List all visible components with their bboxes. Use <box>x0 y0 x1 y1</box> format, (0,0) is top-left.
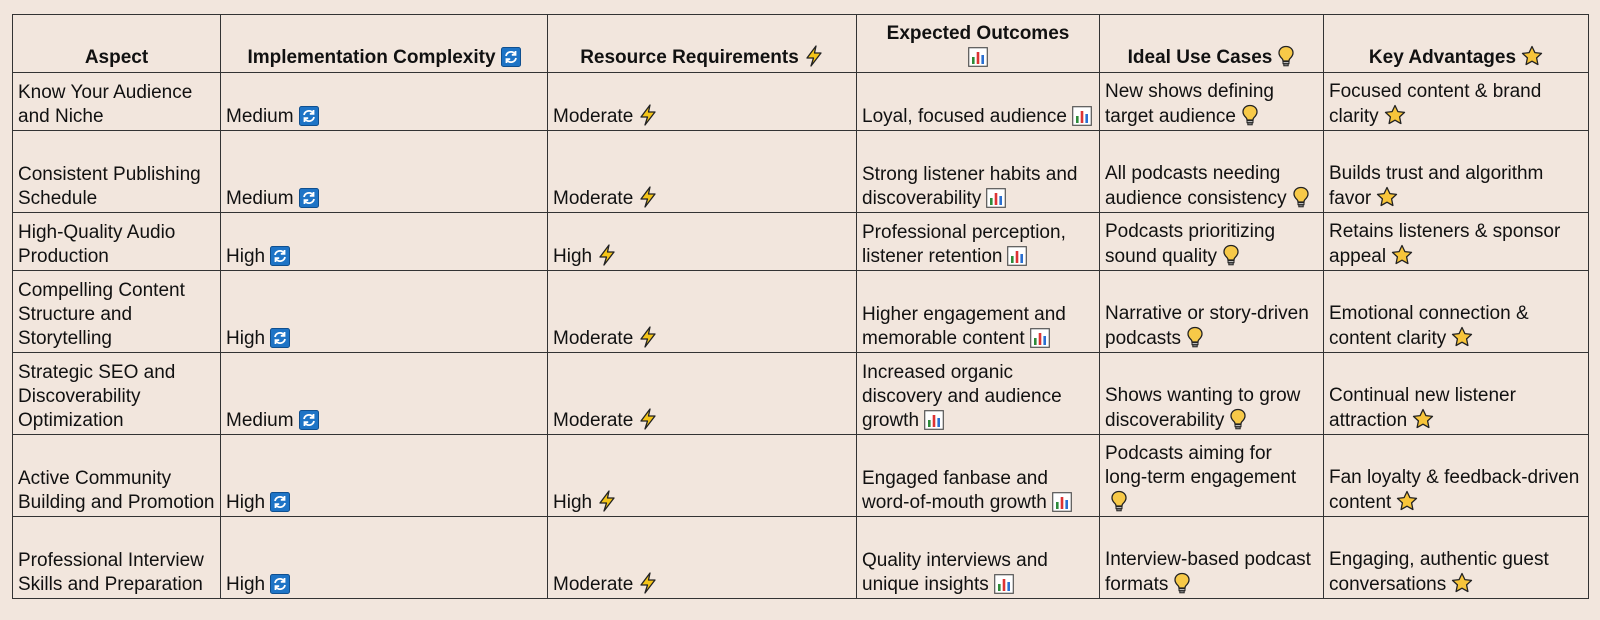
refresh-icon <box>270 492 290 512</box>
star-icon <box>1521 45 1543 67</box>
refresh-icon <box>501 47 521 67</box>
cell-advantages-text: Fan loyalty & feedback-driven content <box>1329 467 1580 513</box>
refresh-icon <box>299 188 319 208</box>
cell-aspect-text: High-Quality Audio Production <box>18 222 176 267</box>
table-row <box>13 435 1589 517</box>
lightbulb-icon <box>1110 490 1128 512</box>
cell-resources <box>548 271 857 353</box>
cell-use-cases-text: Interview-based podcast formats <box>1105 549 1311 595</box>
cell-aspect <box>13 213 221 271</box>
lightbulb-icon <box>1229 408 1247 430</box>
cell-resources-text: Moderate <box>553 188 634 209</box>
cell-use-cases-text: Shows wanting to grow discoverability <box>1105 385 1301 431</box>
cell-use-cases <box>1100 517 1324 599</box>
cell-aspect-text: Know Your Audience and Niche <box>18 82 193 127</box>
table-row <box>13 271 1589 353</box>
star-icon <box>1412 408 1434 430</box>
cell-resources <box>548 73 857 131</box>
cell-resources <box>548 517 857 599</box>
cell-resources-text: High <box>553 246 593 267</box>
lightning-icon <box>597 490 617 512</box>
lightbulb-icon <box>1277 45 1295 67</box>
cell-advantages-text: Focused content & brand clarity <box>1329 81 1542 127</box>
lightning-icon <box>638 408 658 430</box>
star-icon <box>1391 244 1413 266</box>
cell-outcomes <box>857 271 1100 353</box>
cell-outcomes <box>857 73 1100 131</box>
cell-complexity <box>221 353 548 435</box>
cell-aspect-text: Compelling Content Structure and Storytelling <box>18 280 185 349</box>
table-row <box>13 131 1589 213</box>
header-aspect: Aspect <box>13 15 221 73</box>
table-row <box>13 73 1589 131</box>
lightning-icon <box>638 326 658 348</box>
cell-outcomes <box>857 517 1100 599</box>
cell-use-cases <box>1100 131 1324 213</box>
cell-aspect-text: Strategic SEO and Discoverability Optimization <box>18 362 176 431</box>
cell-complexity-text: High <box>226 246 266 267</box>
table-row <box>13 213 1589 271</box>
cell-use-cases-text: Podcasts aiming for long-term engagement <box>1105 443 1297 488</box>
cell-complexity <box>221 271 548 353</box>
cell-outcomes <box>857 131 1100 213</box>
bar-chart-icon <box>1072 106 1092 126</box>
cell-complexity-text: Medium <box>226 410 294 431</box>
bar-chart-icon <box>1007 246 1027 266</box>
star-icon <box>1376 186 1398 208</box>
cell-aspect-text: Active Community Building and Promotion <box>18 468 215 513</box>
cell-use-cases <box>1100 353 1324 435</box>
cell-advantages-text: Retains listeners & sponsor appeal <box>1329 221 1561 267</box>
cell-advantages-text: Continual new listener attraction <box>1329 385 1516 431</box>
lightning-icon <box>638 572 658 594</box>
cell-complexity <box>221 213 548 271</box>
cell-outcomes-text: Professional perception, listener retention <box>862 222 1066 267</box>
cell-resources <box>548 213 857 271</box>
cell-resources <box>548 353 857 435</box>
header-resources: Resource Requirements <box>548 15 857 73</box>
cell-outcomes-text: Increased organic discovery and audience growth <box>862 362 1062 431</box>
cell-complexity-text: High <box>226 492 266 513</box>
cell-outcomes-text: Engaged fanbase and word-of-mouth growth <box>862 468 1048 513</box>
star-icon <box>1384 104 1406 126</box>
cell-use-cases-text: New shows defining target audience <box>1105 81 1274 127</box>
bar-chart-icon <box>1030 328 1050 348</box>
bar-chart-icon <box>986 188 1006 208</box>
cell-resources <box>548 435 857 517</box>
cell-complexity-text: High <box>226 328 266 349</box>
cell-outcomes-text: Loyal, focused audience <box>862 106 1067 127</box>
lightbulb-icon <box>1292 186 1310 208</box>
cell-use-cases-text: Podcasts prioritizing sound quality <box>1105 221 1276 267</box>
bar-chart-icon <box>994 574 1014 594</box>
lightbulb-icon <box>1186 326 1204 348</box>
star-icon <box>1396 490 1418 512</box>
cell-use-cases <box>1100 73 1324 131</box>
lightning-icon <box>638 186 658 208</box>
cell-resources-text: Moderate <box>553 328 634 349</box>
bar-chart-icon <box>924 410 944 430</box>
bar-chart-icon <box>1052 492 1072 512</box>
cell-use-cases-text: Narrative or story-driven podcasts <box>1105 303 1309 349</box>
star-icon <box>1451 326 1473 348</box>
cell-advantages <box>1324 73 1589 131</box>
cell-complexity-text: Medium <box>226 106 294 127</box>
lightbulb-icon <box>1222 244 1240 266</box>
cell-use-cases <box>1100 213 1324 271</box>
cell-complexity <box>221 435 548 517</box>
refresh-icon <box>299 410 319 430</box>
cell-complexity-text: Medium <box>226 188 294 209</box>
header-complexity: Implementation Complexity <box>221 15 548 73</box>
header-row <box>13 15 1589 73</box>
cell-outcomes-text: Quality interviews and unique insights <box>862 550 1048 595</box>
cell-aspect-text: Consistent Publishing Schedule <box>18 164 201 209</box>
cell-use-cases <box>1100 271 1324 353</box>
cell-outcomes-text: Higher engagement and memorable content <box>862 304 1066 349</box>
refresh-icon <box>270 328 290 348</box>
cell-use-cases <box>1100 435 1324 517</box>
cell-resources-text: High <box>553 492 593 513</box>
refresh-icon <box>299 106 319 126</box>
header-use-cases: Ideal Use Cases <box>1100 15 1324 73</box>
cell-resources <box>548 131 857 213</box>
strategies-table <box>12 14 1589 599</box>
cell-outcomes <box>857 435 1100 517</box>
lightning-icon <box>804 45 824 67</box>
cell-aspect <box>13 73 221 131</box>
cell-outcomes <box>857 213 1100 271</box>
cell-resources-text: Moderate <box>553 106 634 127</box>
refresh-icon <box>270 574 290 594</box>
cell-advantages <box>1324 213 1589 271</box>
table-row <box>13 517 1589 599</box>
lightning-icon <box>597 244 617 266</box>
cell-resources-text: Moderate <box>553 574 634 595</box>
table-row <box>13 353 1589 435</box>
cell-aspect <box>13 517 221 599</box>
cell-outcomes <box>857 353 1100 435</box>
cell-advantages <box>1324 353 1589 435</box>
cell-outcomes-text: Strong listener habits and discoverability <box>862 164 1078 209</box>
cell-complexity <box>221 131 548 213</box>
cell-advantages <box>1324 131 1589 213</box>
cell-complexity <box>221 73 548 131</box>
cell-advantages <box>1324 435 1589 517</box>
cell-complexity-text: High <box>226 574 266 595</box>
refresh-icon <box>270 246 290 266</box>
cell-aspect-text: Professional Interview Skills and Preparation <box>18 550 204 595</box>
lightning-icon <box>638 104 658 126</box>
cell-aspect <box>13 435 221 517</box>
cell-advantages <box>1324 517 1589 599</box>
lightbulb-icon <box>1241 104 1259 126</box>
cell-advantages-text: Builds trust and algorithm favor <box>1329 163 1544 209</box>
cell-aspect <box>13 271 221 353</box>
header-outcomes: Expected Outcomes <box>857 15 1100 73</box>
lightbulb-icon <box>1173 572 1191 594</box>
cell-use-cases-text: All podcasts needing audience consistency <box>1105 163 1287 209</box>
cell-advantages-text: Emotional connection & content clarity <box>1329 303 1529 349</box>
cell-complexity <box>221 517 548 599</box>
cell-advantages-text: Engaging, authentic guest conversations <box>1329 549 1549 595</box>
cell-aspect <box>13 131 221 213</box>
bar-chart-icon <box>968 47 988 67</box>
cell-advantages <box>1324 271 1589 353</box>
cell-resources-text: Moderate <box>553 410 634 431</box>
header-advantages: Key Advantages <box>1324 15 1589 73</box>
cell-aspect <box>13 353 221 435</box>
star-icon <box>1451 572 1473 594</box>
